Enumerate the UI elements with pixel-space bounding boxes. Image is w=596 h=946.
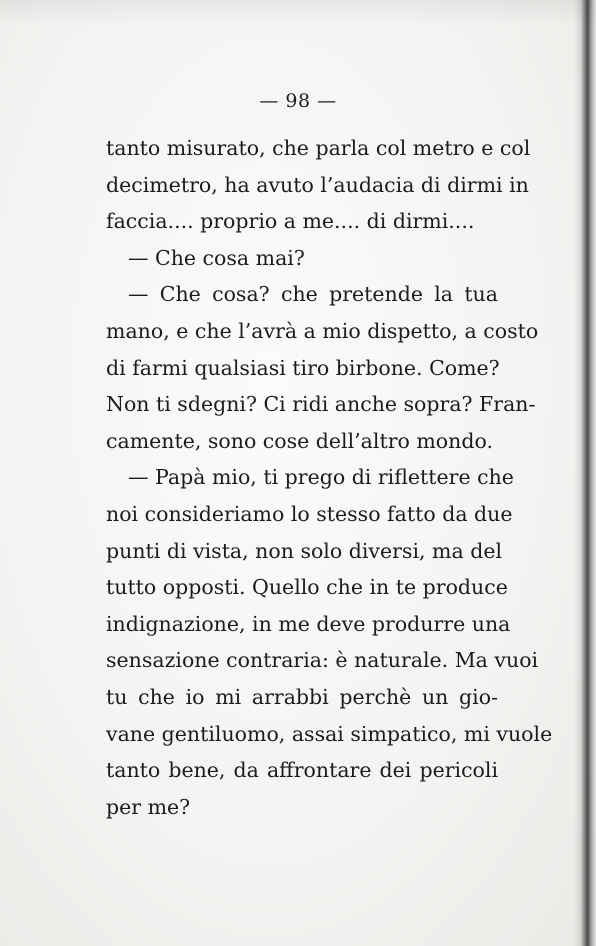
text-line: indignazione, in me deve produrre una xyxy=(106,611,511,636)
text-line: — Che cosa? che pretende la tua xyxy=(128,282,498,307)
text-line: tutto opposti. Quello che in te produce xyxy=(106,575,508,600)
page-body-text xyxy=(106,130,553,825)
text-line: tanto bene, da affrontare dei pericoli xyxy=(106,758,498,783)
text-line: — Che cosa mai? xyxy=(128,245,305,270)
text-line: camente, sono cose dell’altro mondo. xyxy=(106,428,493,453)
text-line: faccia.... proprio a me.... di dirmi.... xyxy=(106,209,475,234)
text-line: di farmi qualsiasi tiro birbone. Come? xyxy=(106,355,500,380)
text-line: tanto misurato, che parla col metro e col xyxy=(106,136,531,160)
text-line: mano, e che l’avrà a mio dispetto, a costo xyxy=(106,318,539,343)
text-line: decimetro, ha avuto l’audacia di dirmi in xyxy=(106,172,529,197)
binding-edge-shadow xyxy=(574,0,596,946)
text-line: per me? xyxy=(106,794,191,819)
text-line: — Papà mio, ti prego di riflettere che xyxy=(128,465,514,490)
text-line: punti di vista, non solo diversi, ma del xyxy=(106,538,503,563)
text-line: noi consideriamo lo stesso fatto da due xyxy=(106,501,513,526)
text-line: tu che io mi arrabbi perchè un gio- xyxy=(106,684,498,709)
top-shadow xyxy=(0,0,596,26)
text-line: vane gentiluomo, assai simpatico, mi vuole xyxy=(106,721,553,746)
text-line: Non ti sdegni? Ci ridi anche sopra? Fran- xyxy=(106,392,536,417)
text-line: sensazione contraria: è naturale. Ma vuoi xyxy=(106,648,539,673)
page-number: — 98 — xyxy=(259,90,337,112)
